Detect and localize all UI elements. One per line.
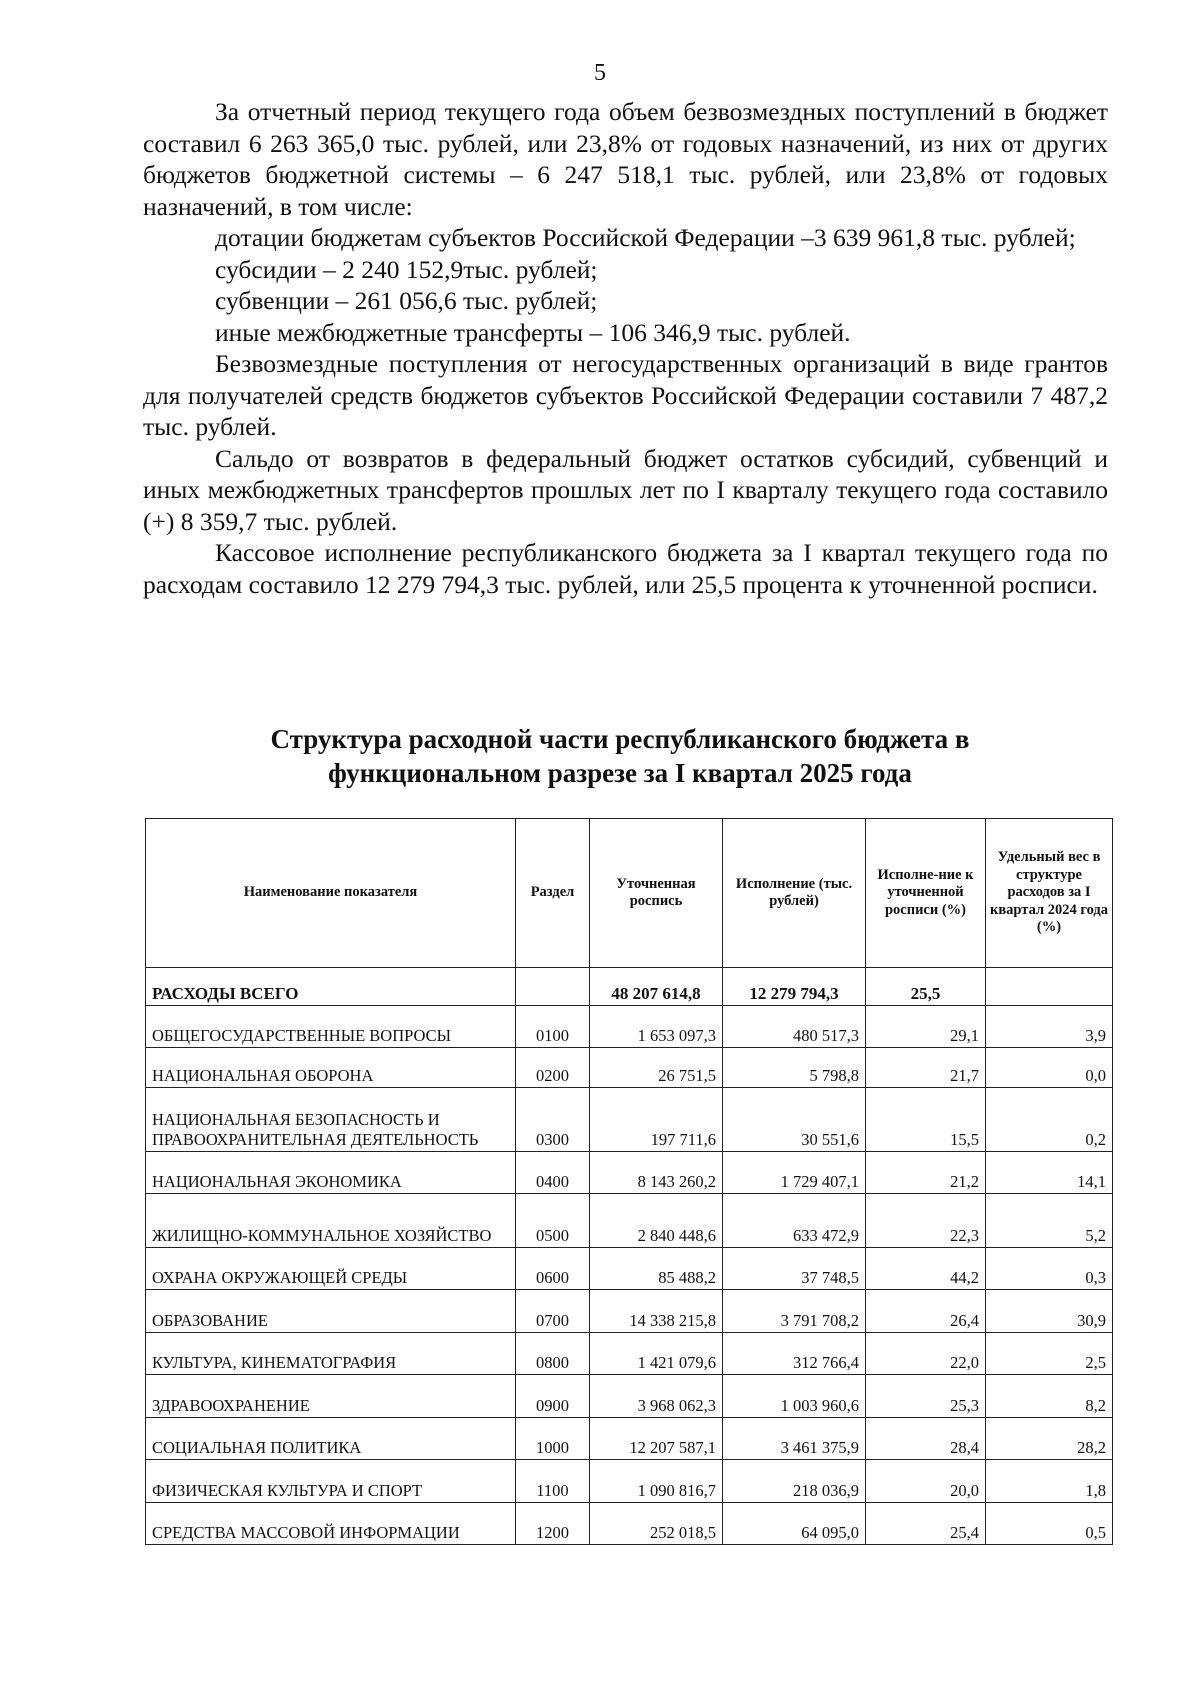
cell-share: 0,2: [986, 1088, 1113, 1152]
cell-execution: 3 791 708,2: [723, 1290, 866, 1333]
paragraph: дотации бюджетам субъектов Российской Федерации –3 639 961,8 тыс. рублей;: [215, 223, 1076, 252]
cell-section: 0500: [516, 1194, 590, 1248]
cell-plan: 48 207 614,8: [590, 968, 723, 1006]
cell-percent: 21,2: [866, 1152, 986, 1194]
cell-share: [986, 968, 1113, 1006]
cell-share: 3,9: [986, 1006, 1113, 1048]
table-row: [146, 1088, 1113, 1152]
cell-plan: 1 653 097,3: [590, 1006, 723, 1048]
cell-name: ОХРАНА ОКРУЖАЮЩЕЙ СРЕДЫ: [146, 1248, 516, 1290]
paragraph: За отчетный период текущего года объем безвозмездных поступлений в бюджет составил 6 263 365,0 тыс. рублей, или 23,8% от годовых назначений, из них от других бюджетов бюджетной системы – 6 247 518,1 тыс. рублей, или 23,8% от годовых назначений, в том числе:: [143, 97, 1108, 221]
cell-share: 28,2: [986, 1418, 1113, 1460]
cell-share: 0,3: [986, 1248, 1113, 1290]
cell-percent: 22,0: [866, 1333, 986, 1375]
table-row: [146, 1503, 1113, 1545]
cell-plan: 252 018,5: [590, 1503, 723, 1545]
cell-execution: 12 279 794,3: [723, 968, 866, 1006]
cell-percent: 21,7: [866, 1048, 986, 1088]
cell-name: ЗДРАВООХРАНЕНИЕ: [146, 1375, 516, 1418]
table-title: [170, 722, 1070, 790]
cell-name: СОЦИАЛЬНАЯ ПОЛИТИКА: [146, 1418, 516, 1460]
paragraph: субсидии – 2 240 152,9тыс. рублей;: [215, 254, 598, 284]
table-row: [146, 1375, 1113, 1418]
cell-share: 1,8: [986, 1460, 1113, 1503]
cell-execution: 3 461 375,9: [723, 1418, 866, 1460]
cell-share: 2,5: [986, 1333, 1113, 1375]
header-section: Раздел: [516, 819, 590, 968]
cell-execution: 1 003 960,6: [723, 1375, 866, 1418]
table-row: [146, 1194, 1113, 1248]
cell-section: [516, 968, 590, 1006]
cell-execution: 633 472,9: [723, 1194, 866, 1248]
cell-section: 1100: [516, 1460, 590, 1503]
paragraph: иные межбюджетные трансферты – 106 346,9 тыс. рублей.: [215, 317, 851, 347]
table-row-total: [146, 968, 1113, 1006]
cell-plan: 1 421 079,6: [590, 1333, 723, 1375]
cell-execution: 5 798,8: [723, 1048, 866, 1088]
cell-name: ОБРАЗОВАНИЕ: [146, 1290, 516, 1333]
paragraph: Кассовое исполнение республиканского бюджета за I квартал текущего года по расходам составило 12 279 794,3 тыс. рублей, или 25,5 процента к уточненной росписи.: [143, 538, 1108, 599]
cell-plan: 26 751,5: [590, 1048, 723, 1088]
cell-percent: 15,5: [866, 1088, 986, 1152]
cell-percent: 29,1: [866, 1006, 986, 1048]
cell-plan: 14 338 215,8: [590, 1290, 723, 1333]
cell-plan: 85 488,2: [590, 1248, 723, 1290]
cell-section: 0100: [516, 1006, 590, 1048]
cell-section: 1000: [516, 1418, 590, 1460]
cell-section: 0200: [516, 1048, 590, 1088]
cell-execution: 218 036,9: [723, 1460, 866, 1503]
cell-percent: 44,2: [866, 1248, 986, 1290]
cell-name: КУЛЬТУРА, КИНЕМАТОГРАФИЯ: [146, 1333, 516, 1375]
table-row: [146, 1248, 1113, 1290]
cell-execution: 1 729 407,1: [723, 1152, 866, 1194]
table-row: [146, 1048, 1113, 1088]
cell-section: 0900: [516, 1375, 590, 1418]
cell-name: НАЦИОНАЛЬНАЯ БЕЗОПАСНОСТЬ И ПРАВООХРАНИТЕЛЬНАЯ ДЕЯТЕЛЬНОСТЬ: [146, 1088, 516, 1152]
budget-structure-table: [145, 818, 1113, 1545]
paragraph: Безвозмездные поступления от негосударственных организаций в виде грантов для получателей средств бюджетов субъектов Российской Федерации составили 7 487,2 тыс. рублей.: [143, 349, 1108, 441]
cell-name: НАЦИОНАЛЬНАЯ ЭКОНОМИКА: [146, 1152, 516, 1194]
cell-percent: 25,5: [866, 968, 986, 1006]
paragraph: субвенции – 261 056,6 тыс. рублей;: [215, 286, 598, 315]
cell-section: 0800: [516, 1333, 590, 1375]
table-row: [146, 1333, 1113, 1375]
cell-percent: 22,3: [866, 1194, 986, 1248]
header-name: Наименование показателя: [146, 819, 516, 968]
cell-percent: 25,4: [866, 1503, 986, 1545]
cell-share: 14,1: [986, 1152, 1113, 1194]
cell-plan: 8 143 260,2: [590, 1152, 723, 1194]
header-execution: Исполнение (тыс. рублей): [723, 819, 866, 968]
cell-section: 0700: [516, 1290, 590, 1333]
cell-percent: 25,3: [866, 1375, 986, 1418]
cell-name: ОБЩЕГОСУДАРСТВЕННЫЕ ВОПРОСЫ: [146, 1006, 516, 1048]
cell-share: 5,2: [986, 1194, 1113, 1248]
table-row: [146, 1152, 1113, 1194]
cell-share: 0,5: [986, 1503, 1113, 1545]
header-plan: Уточненная роспись: [590, 819, 723, 968]
cell-percent: 20,0: [866, 1460, 986, 1503]
cell-execution: 312 766,4: [723, 1333, 866, 1375]
table-row: [146, 1418, 1113, 1460]
table-row: [146, 1290, 1113, 1333]
cell-section: 0600: [516, 1248, 590, 1290]
table-row: [146, 1460, 1113, 1503]
cell-name: СРЕДСТВА МАССОВОЙ ИНФОРМАЦИИ: [146, 1503, 516, 1545]
body-text: [143, 96, 1108, 600]
cell-share: 8,2: [986, 1375, 1113, 1418]
cell-share: 30,9: [986, 1290, 1113, 1333]
cell-percent: 28,4: [866, 1418, 986, 1460]
cell-name: РАСХОДЫ ВСЕГО: [146, 968, 516, 1006]
cell-section: 0300: [516, 1088, 590, 1152]
cell-share: 0,0: [986, 1048, 1113, 1088]
cell-section: 0400: [516, 1152, 590, 1194]
cell-execution: 30 551,6: [723, 1088, 866, 1152]
cell-plan: 197 711,6: [590, 1088, 723, 1152]
header-percent: Исполне-ние к уточненной росписи (%): [866, 819, 986, 968]
cell-name: НАЦИОНАЛЬНАЯ ОБОРОНА: [146, 1048, 516, 1088]
header-share: Удельный вес в структуре расходов за I квартал 2024 года (%): [986, 819, 1113, 968]
table-title-line: Структура расходной части республиканского бюджета в: [270, 724, 970, 754]
page-number: 5: [594, 60, 606, 86]
cell-plan: 3 968 062,3: [590, 1375, 723, 1418]
paragraph: Сальдо от возвратов в федеральный бюджет остатков субсидий, субвенций и иных межбюджетных трансфертов прошлых лет по I кварталу текущего года составило (+) 8 359,7 тыс. рублей.: [143, 443, 1108, 536]
table-title-line: функциональном разрезе за I квартал 2025 года: [328, 758, 912, 788]
cell-plan: 1 090 816,7: [590, 1460, 723, 1503]
cell-name: ФИЗИЧЕСКАЯ КУЛЬТУРА И СПОРТ: [146, 1460, 516, 1503]
cell-name: ЖИЛИЩНО-КОММУНАЛЬНОЕ ХОЗЯЙСТВО: [146, 1194, 516, 1248]
cell-plan: 12 207 587,1: [590, 1418, 723, 1460]
cell-percent: 26,4: [866, 1290, 986, 1333]
cell-plan: 2 840 448,6: [590, 1194, 723, 1248]
table-row: [146, 1006, 1113, 1048]
cell-section: 1200: [516, 1503, 590, 1545]
table-header-row: [146, 819, 1113, 968]
cell-execution: 480 517,3: [723, 1006, 866, 1048]
cell-execution: 64 095,0: [723, 1503, 866, 1545]
cell-execution: 37 748,5: [723, 1248, 866, 1290]
